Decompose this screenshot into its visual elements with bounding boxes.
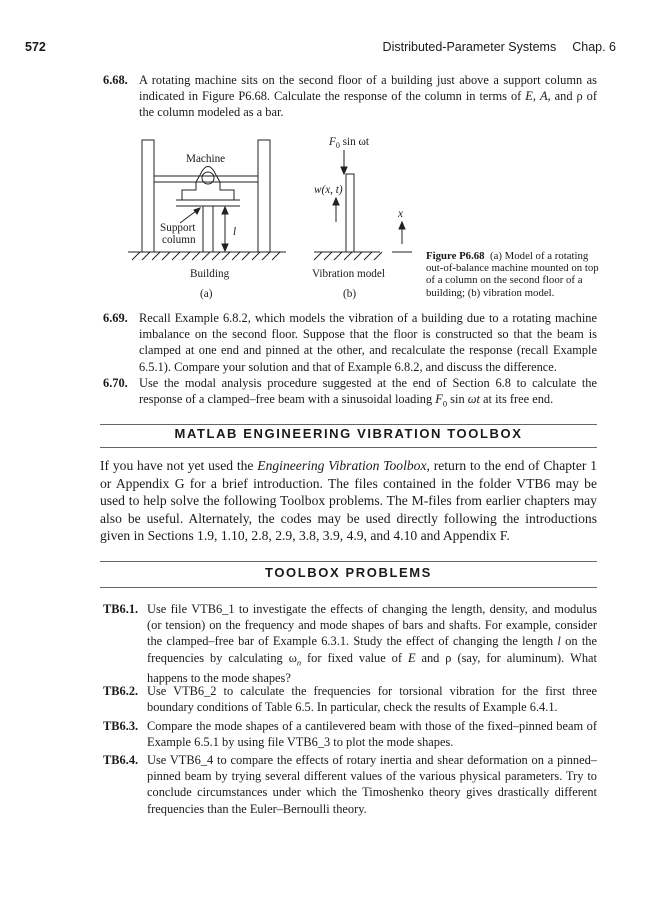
problem-number: 6.69. — [103, 311, 128, 325]
problem-text: Use the modal analysis procedure suggested at the end of Section 6.8 to calculate the response of a clamped–free beam with a sinusoidal loading $F_0$ sin ωt at its free end. — [139, 376, 597, 409]
problem-text: Use file VTB6_1 to investigate the effects of changing the length, density, and modulus (or tension) on the frequency and mode shapes of bars and shafts. For example, consider the clamped–free bar of Example 6.3.1. Study the effect of changing the length l on the frequencies by calculating $\omega_n$ for fixed value of E and ρ (say, for aluminum). What happens to the mode shapes? — [147, 602, 597, 686]
matlab-intro-paragraph: If you have not yet used the Engineering Vibration Toolbox, return to the end of Chapter 1 or Appendix G for a brief introduction. The files contained in the folder VTB6 may be used to help solve the following Toolbox problems. The M-files from earlier chapters may also be useful. Alternately, the codes may be used directly following the introductions given in Sections 1.9, 1.10, 2.8, 2.9, 3.8, 3.9, 4.9, and 4.10 and Appendix F. — [100, 458, 597, 544]
problem-text: Recall Example 6.8.2, which models the vibration of a building due to a rotating machine imbalance on the second floor. Suppose that the floor is constructed so that the beam is clamped at one end and pinned at the other, and recalculate the response (recall Example 6.5.1). Compare your solution and that of Example 6.8.2, and discuss the difference. — [139, 311, 597, 374]
section-rule-top — [100, 561, 597, 562]
displacement-label: w(x, t) — [314, 184, 343, 196]
problem-6-68 — [105, 72, 597, 121]
running-head — [383, 40, 616, 54]
problem-number: TB6.1. — [103, 602, 139, 616]
problem-number: TB6.4. — [103, 753, 139, 767]
force-label: $F_0$ sin ωt — [329, 136, 369, 151]
problem-number: TB6.3. — [103, 719, 139, 733]
section-rule-bottom — [100, 587, 597, 588]
problem-text: A rotating machine sits on the second floor of a building just above a support column as indicated in Figure P6.68. Calculate the response of the column in terms of E, A, and ρ of the column modeled as a bar. — [139, 73, 597, 120]
column-label: column — [162, 234, 196, 246]
problem-tb6-2 — [105, 683, 597, 715]
problem-tb6-4 — [105, 752, 597, 817]
panel-a-label: (a) — [200, 288, 213, 300]
vibration-model-drawing — [314, 150, 412, 260]
problem-6-70 — [105, 375, 597, 412]
chapter-label: Chap. 6 — [572, 40, 616, 54]
vibration-model-label: Vibration model — [312, 268, 385, 280]
machine-label: Machine — [186, 153, 226, 165]
figure-caption — [426, 250, 601, 299]
x-axis-label: x — [398, 208, 403, 220]
section-rule-bottom — [100, 447, 597, 448]
problem-text: Compare the mode shapes of a cantilevered beam with those of the fixed–pinned beam of Example 6.5.1 by using file VTB6_3 to plot the mode shapes. — [147, 719, 597, 750]
panel-b-label: (b) — [343, 288, 357, 300]
problem-number: TB6.2. — [103, 684, 139, 698]
page-header — [25, 40, 616, 56]
problem-text: Use VTB6_4 to compare the effects of rotary inertia and shear deformation on a pinned–pinned beam by trying several different values of the various physical parameters. Try to conclude circumstances under which the Timoshenko theory gives drastically different frequencies than the Euler–Bernoulli theory. — [147, 753, 597, 816]
problem-tb6-3 — [105, 718, 597, 750]
figure-p6-68 — [100, 130, 597, 308]
problem-6-69 — [105, 310, 597, 375]
toolbox-name: Engineering Vibration Toolbox — [257, 458, 427, 473]
matlab-section-heading: MATLAB ENGINEERING VIBRATION TOOLBOX — [174, 426, 523, 441]
section-rule-top — [100, 424, 597, 425]
caption-title: Figure P6.68 — [426, 250, 485, 262]
problem-number: 6.70. — [103, 376, 128, 390]
problem-text: Use VTB6_2 to calculate the frequencies for torsional vibration for the first three boundary conditions of Table 6.5. In particular, check the results of Example 6.4.1. — [147, 684, 597, 715]
caption-text: (a) Model of a rotating out-of-balance machine mounted on top of a column on the second floor of a building; (b) vibration model. — [426, 250, 599, 299]
page-number: 572 — [25, 40, 46, 54]
building-label: Building — [190, 268, 230, 280]
toolbox-problems-heading: TOOLBOX PROBLEMS — [265, 565, 432, 580]
problem-number: 6.68. — [103, 73, 128, 87]
problem-tb6-1 — [105, 601, 597, 686]
running-title: Distributed-Parameter Systems — [382, 40, 557, 54]
length-label: l — [233, 226, 237, 238]
support-label: Support — [160, 222, 196, 234]
